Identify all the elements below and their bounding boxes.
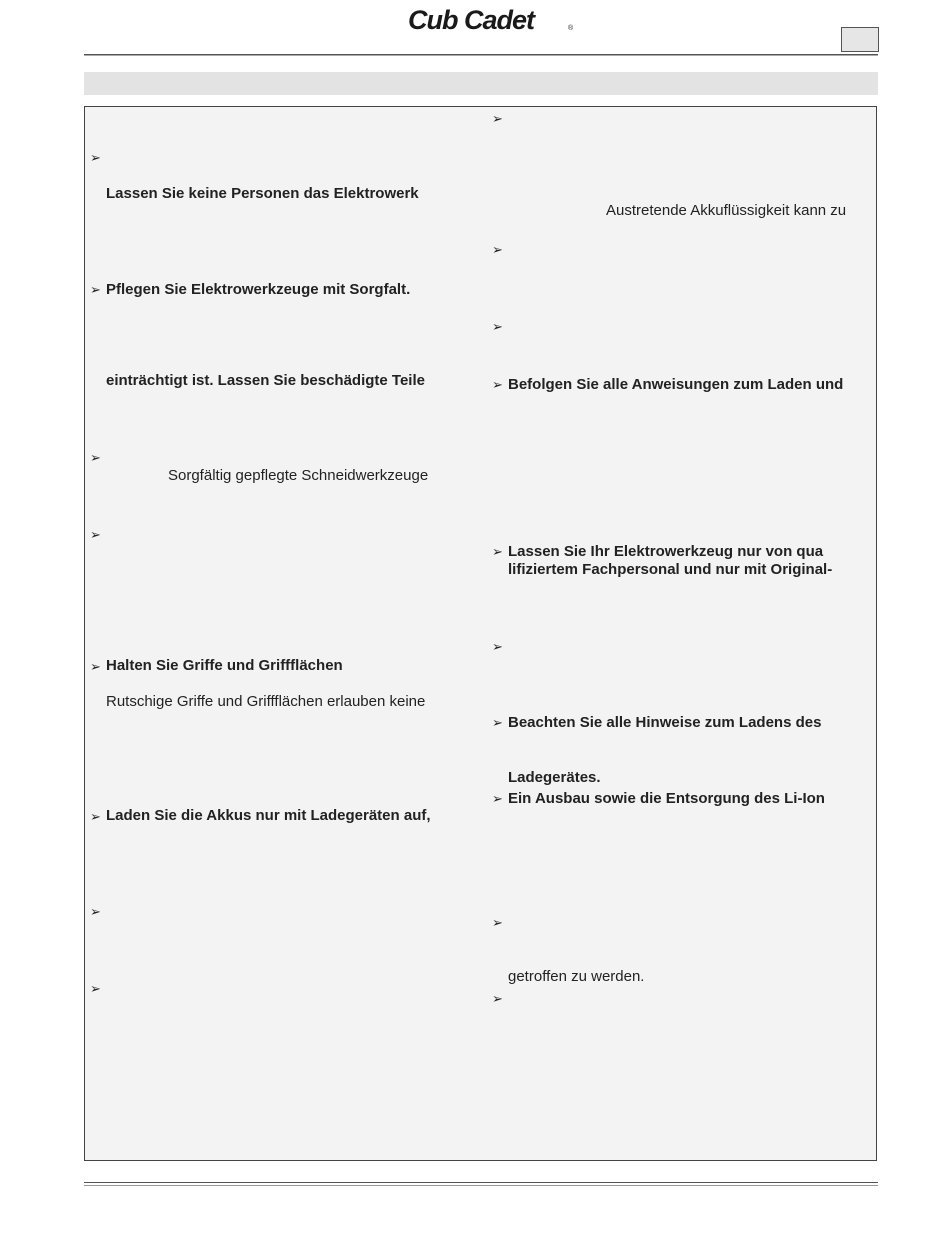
bullet-arrow-icon: ➢ [90,904,101,919]
left-text-line: Pflegen Sie Elektrowerkzeuge mit Sorgfalt. [106,281,411,298]
left-text-line: Halten Sie Griffe und Griffflächen [106,657,343,674]
bullet-arrow-icon: ➢ [90,981,101,996]
bullet-arrow-icon: ➢ [90,282,101,297]
logo-text: Cub Cadet [408,5,534,35]
left-text-line: Lassen Sie keine Personen das Elektrowerk [106,185,419,202]
bullet-arrow-icon: ➢ [492,715,503,730]
bullet-arrow-icon: ➢ [90,150,101,165]
bullet-arrow-icon: ➢ [492,915,503,930]
header-rule [84,54,878,56]
left-text-line: einträchtigt ist. Lassen Sie beschädigte Teile [106,372,425,389]
bullet-arrow-icon: ➢ [492,639,503,654]
bullet-arrow-icon: ➢ [90,527,101,542]
left-text-line: Sorgfältig gepflegte Schneidwerkzeuge [168,467,429,484]
left-text-line: Rutschige Griffe und Griffflächen erlauben keine [106,693,426,710]
section-title-bar [84,72,878,95]
bullet-arrow-icon: ➢ [492,319,503,334]
left-text-line: Laden Sie die Akkus nur mit Ladegeräten auf, [106,807,431,824]
right-text-line: Beachten Sie alle Hinweise zum Ladens des [508,714,822,731]
right-text-line: Austretende Akkuflüssigkeit kann zu [606,202,847,219]
content-box [84,106,877,1161]
logo-registered-mark: ® [568,25,574,32]
bullet-arrow-icon: ➢ [492,991,503,1006]
bullet-arrow-icon: ➢ [90,659,101,674]
footer-rule [84,1182,878,1186]
page-number-box [841,27,879,52]
bullet-arrow-icon: ➢ [492,791,503,806]
right-text-line: Lassen Sie Ihr Elektrowerkzeug nur von qua [508,543,824,560]
cub-cadet-logo [406,4,576,36]
bullet-arrow-icon: ➢ [492,111,503,126]
bullet-arrow-icon: ➢ [492,544,503,559]
right-text-line: Befolgen Sie alle Anweisungen zum Laden und [508,376,844,393]
right-text-line: lifiziertem Fachpersonal und nur mit Original- [508,561,833,578]
bullet-arrow-icon: ➢ [90,809,101,824]
bullet-arrow-icon: ➢ [492,377,503,392]
right-text-line: Ein Ausbau sowie die Entsorgung des Li-Ion [508,790,825,807]
right-text-line: Ladegerätes. [508,769,601,786]
bullet-arrow-icon: ➢ [492,242,503,257]
bullet-arrow-icon: ➢ [90,450,101,465]
right-text-line: getroffen zu werden. [508,968,645,985]
